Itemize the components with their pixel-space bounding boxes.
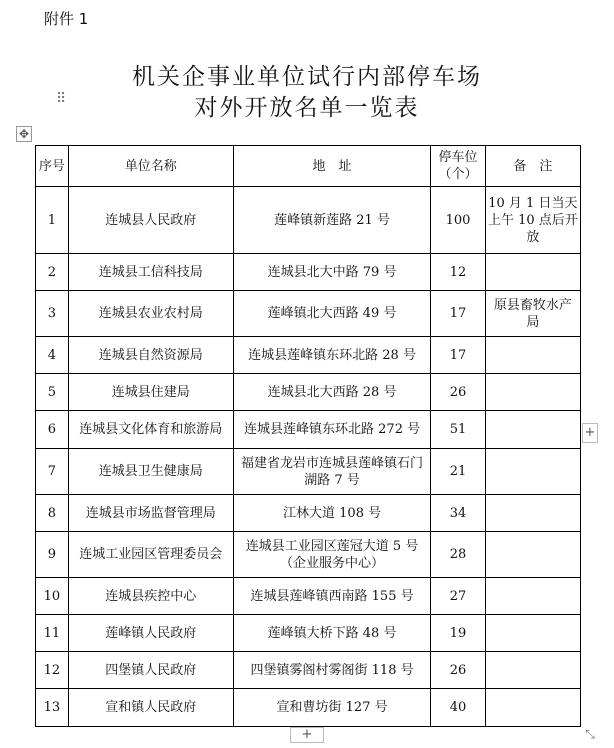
cell-no: 9 <box>36 532 69 578</box>
table-header-row <box>36 146 581 187</box>
cell-address: 连城县莲峰镇西南路 155 号 <box>233 578 431 615</box>
cell-spaces: 19 <box>431 615 485 652</box>
cell-unit: 宣和镇人民政府 <box>68 689 233 727</box>
cell-note <box>485 411 580 449</box>
page-subtitle: 对外开放名单一览表 <box>194 95 420 121</box>
page-title: 机关企事业单位试行内部停车场 <box>132 64 482 90</box>
cell-note: 10 月 1 日当天上午 10 点后开放 <box>485 187 580 254</box>
table-row <box>36 495 581 532</box>
table-row <box>36 187 581 254</box>
cell-spaces: 17 <box>431 337 485 374</box>
cell-no: 5 <box>36 374 69 411</box>
cell-spaces: 26 <box>431 374 485 411</box>
cell-note <box>485 254 580 291</box>
cell-note: 原县畜牧水产局 <box>485 291 580 337</box>
cell-address: 四堡镇雾阁村雾阁街 118 号 <box>233 652 431 689</box>
cell-unit: 连城县自然资源局 <box>68 337 233 374</box>
cell-no: 8 <box>36 495 69 532</box>
resize-handle-icon[interactable]: ⤡ <box>585 727 595 741</box>
cell-address: 莲峰镇北大西路 49 号 <box>233 291 431 337</box>
cell-no: 11 <box>36 615 69 652</box>
cell-note <box>485 689 580 727</box>
table-row <box>36 254 581 291</box>
cell-unit: 莲峰镇人民政府 <box>68 615 233 652</box>
cell-spaces: 26 <box>431 652 485 689</box>
cell-address: 连城县北大中路 79 号 <box>233 254 431 291</box>
cell-address: 连城县北大西路 28 号 <box>233 374 431 411</box>
table-row <box>36 532 581 578</box>
cell-unit: 连城工业园区管理委员会 <box>68 532 233 578</box>
cell-spaces: 12 <box>431 254 485 291</box>
table-row <box>36 652 581 689</box>
table-row <box>36 374 581 411</box>
table-move-icon[interactable]: ✥ <box>16 126 32 142</box>
header-unit: 单位名称 <box>68 146 233 187</box>
header-note: 备 注 <box>485 146 580 187</box>
cell-no: 10 <box>36 578 69 615</box>
cell-note <box>485 449 580 495</box>
cell-no: 1 <box>36 187 69 254</box>
header-no: 序号 <box>36 146 69 187</box>
cell-note <box>485 495 580 532</box>
cell-unit: 连城县农业农村局 <box>68 291 233 337</box>
cell-note <box>485 615 580 652</box>
drag-grip-icon[interactable]: ⠿ <box>56 91 67 107</box>
header-spaces: 停车位（个） <box>431 146 485 187</box>
cell-note <box>485 578 580 615</box>
table-row <box>36 449 581 495</box>
cell-address: 连城县莲峰镇东环北路 28 号 <box>233 337 431 374</box>
cell-address: 江林大道 108 号 <box>233 495 431 532</box>
cell-address: 连城县工业园区莲冠大道 5 号（企业服务中心） <box>233 532 431 578</box>
cell-unit: 连城县疾控中心 <box>68 578 233 615</box>
table-row <box>36 411 581 449</box>
cell-no: 4 <box>36 337 69 374</box>
table-row <box>36 291 581 337</box>
cell-spaces: 34 <box>431 495 485 532</box>
add-row-plus-icon[interactable]: + <box>290 727 324 743</box>
cell-unit: 连城县住建局 <box>68 374 233 411</box>
cell-spaces: 40 <box>431 689 485 727</box>
cell-address: 宣和曹坊街 127 号 <box>233 689 431 727</box>
cell-spaces: 100 <box>431 187 485 254</box>
attachment-label: 附件 1 <box>44 10 89 28</box>
cell-no: 13 <box>36 689 69 727</box>
cell-no: 12 <box>36 652 69 689</box>
cell-note <box>485 374 580 411</box>
cell-spaces: 27 <box>431 578 485 615</box>
header-address: 地 址 <box>233 146 431 187</box>
cell-note <box>485 337 580 374</box>
cell-address: 连城县莲峰镇东环北路 272 号 <box>233 411 431 449</box>
table-row <box>36 578 581 615</box>
cell-spaces: 51 <box>431 411 485 449</box>
cell-no: 3 <box>36 291 69 337</box>
cell-unit: 连城县市场监督管理局 <box>68 495 233 532</box>
cell-unit: 四堡镇人民政府 <box>68 652 233 689</box>
add-column-plus-icon[interactable]: + <box>582 423 598 443</box>
cell-spaces: 21 <box>431 449 485 495</box>
cell-note <box>485 532 580 578</box>
cell-unit: 连城县卫生健康局 <box>68 449 233 495</box>
cell-address: 莲峰镇大桥下路 48 号 <box>233 615 431 652</box>
cell-no: 6 <box>36 411 69 449</box>
cell-unit: 连城县工信科技局 <box>68 254 233 291</box>
cell-address: 福建省龙岩市连城县莲峰镇石门湖路 7 号 <box>233 449 431 495</box>
cell-spaces: 28 <box>431 532 485 578</box>
cell-spaces: 17 <box>431 291 485 337</box>
table-row <box>36 615 581 652</box>
cell-unit: 连城县人民政府 <box>68 187 233 254</box>
cell-note <box>485 652 580 689</box>
cell-no: 7 <box>36 449 69 495</box>
table-row <box>36 689 581 727</box>
cell-no: 2 <box>36 254 69 291</box>
cell-address: 莲峰镇新莲路 21 号 <box>233 187 431 254</box>
parking-list-table <box>35 145 581 727</box>
table-row <box>36 337 581 374</box>
cell-unit: 连城县文化体育和旅游局 <box>68 411 233 449</box>
